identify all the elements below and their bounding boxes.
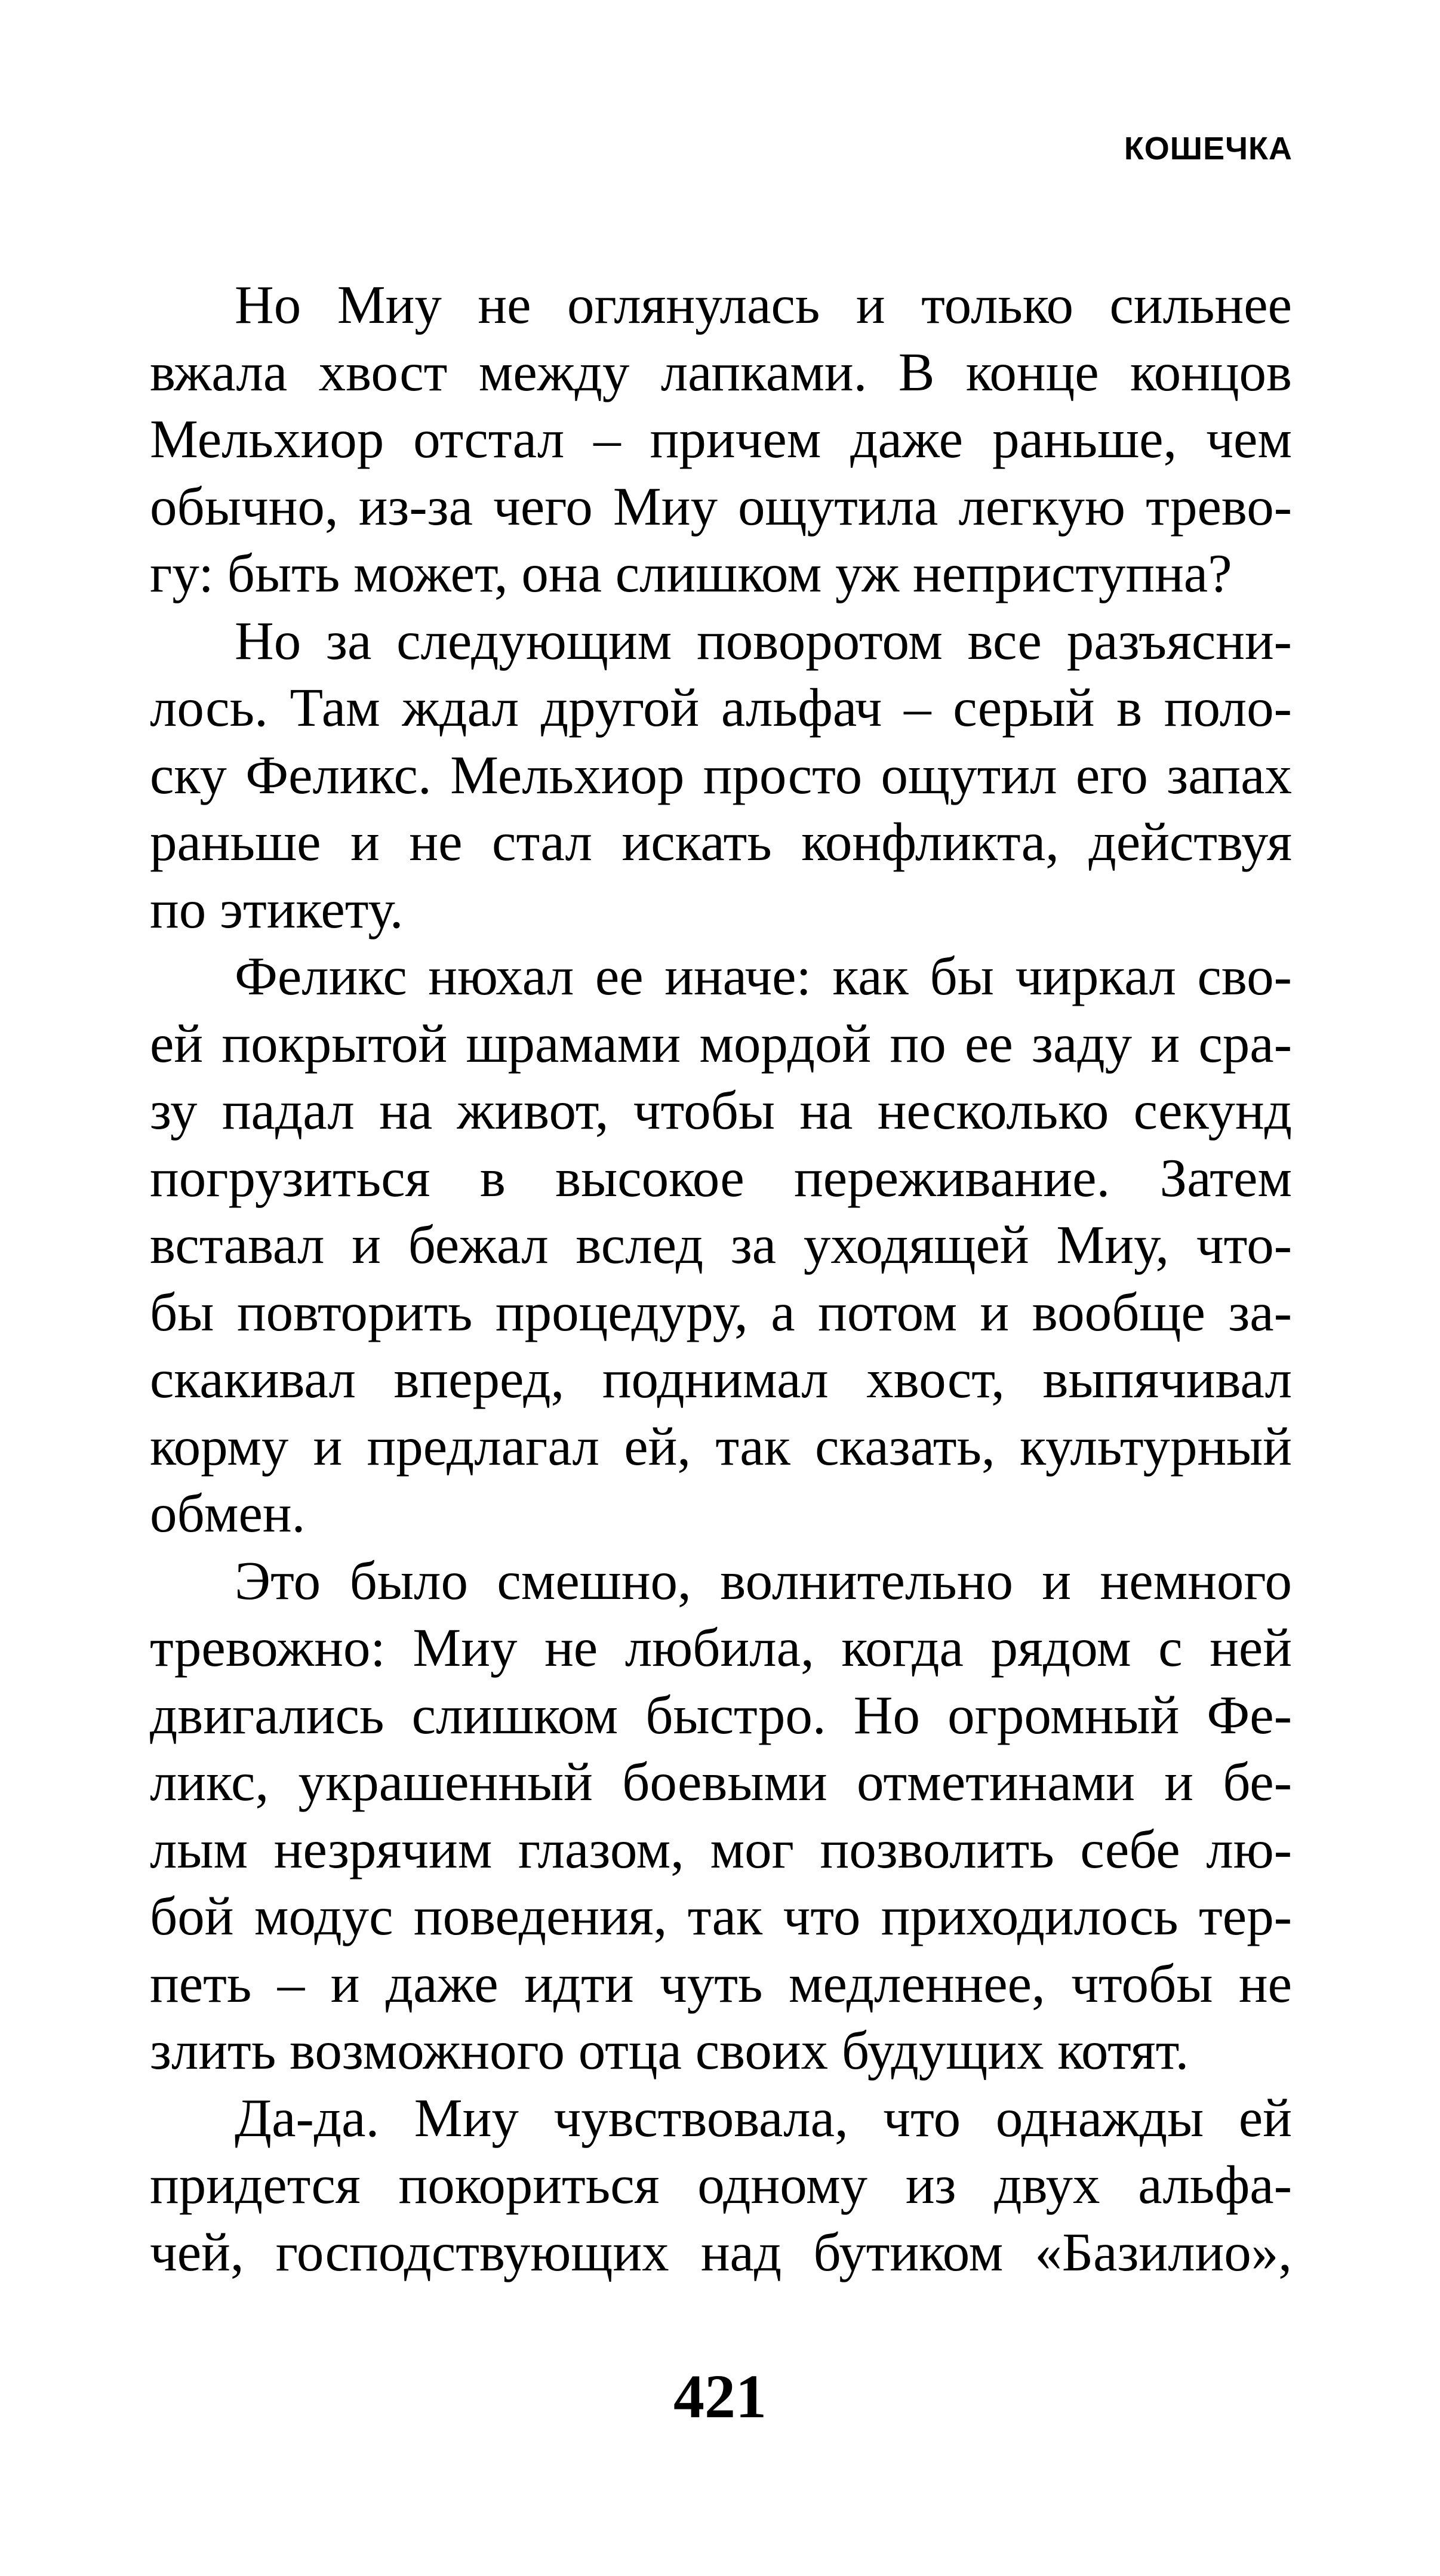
text-line: обычно, из-за чего Миу ощутила легкую трево- [150,476,1292,537]
text-line: злить возможного отца своих будущих котят. [150,2020,1189,2081]
running-head: КОШЕЧКА [1124,131,1293,167]
text-line: Это было смешно, волнительно и немного [235,1550,1292,1611]
text-line: скакивал вперед, поднимал хвост, выпячивал [150,1349,1292,1409]
text-line: Да-да. Миу чувствовала, что однажды ей [235,2087,1292,2148]
text-line: чей, господствующих над бутиком «Базилио», [150,2221,1292,2282]
text-line: по этикету. [150,879,404,939]
text-line: зу падал на живот, чтобы на несколько секунд [150,1080,1292,1141]
text-line: ску Феликс. Мельхиор просто ощутил его запах [150,744,1292,805]
text-line: вжала хвост между лапками. В конце концов [150,341,1292,402]
text-line: корму и предлагал ей, так сказать, культурный [150,1416,1292,1477]
paragraph [150,943,1292,1548]
text-line: гу: быть может, она слишком уж неприступна? [150,543,1232,603]
body-text [150,272,1292,2286]
text-line: бой модус поведения, так что приходилось тер- [150,1886,1292,1946]
text-line: обмен. [150,1483,306,1543]
text-line: лым незрячим глазом, мог позволить себе лю- [150,1819,1292,1879]
text-line: вставал и бежал вслед за уходящей Миу, что- [150,1215,1292,1275]
paragraph [150,608,1292,944]
text-line: лось. Там ждал другой альфач – серый в поло- [150,677,1292,738]
text-line: Но за следующим поворотом все разъясни- [235,610,1292,671]
text-line: ликс, украшенный боевыми отметинами и бе- [150,1752,1292,1812]
text-line: Но Миу не оглянулась и только сильнее [235,275,1292,335]
text-line: Феликс нюхал ее иначе: как бы чиркал сво- [235,946,1292,1006]
text-line: раньше и не стал искать конфликта, действуя [150,812,1292,872]
paragraph [150,1548,1292,2085]
text-line: тревожно: Миу не любила, когда рядом с ней [150,1617,1292,1678]
text-line: петь – и даже идти чуть медленнее, чтобы не [150,1953,1292,2014]
page-number: 421 [673,2362,767,2431]
text-line: двигались слишком быстро. Но огромный Фе- [150,1684,1292,1745]
text-line: погрузиться в высокое переживание. Затем [150,1147,1292,1208]
text-line: ей покрытой шрамами мордой по ее заду и сра- [150,1013,1292,1074]
text-line: бы повторить процедуру, а потом и вообще за- [150,1281,1292,1342]
text-line: придется покориться одному из двух альфа- [150,2155,1292,2215]
paragraph [150,272,1292,608]
text-line: Мельхиор отстал – причем даже раньше, чем [150,409,1292,469]
paragraph [150,2085,1292,2287]
